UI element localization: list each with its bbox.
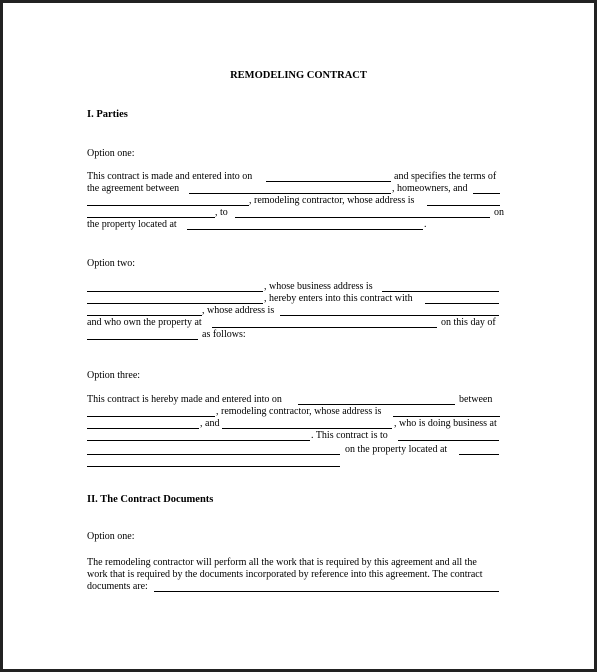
section-parties-heading: I. Parties: [87, 109, 128, 120]
scope-cont-blank-field[interactable]: [87, 454, 340, 455]
documents-list-blank-field[interactable]: [154, 591, 499, 592]
date-blank-field[interactable]: [298, 404, 455, 405]
business-address-blank-field[interactable]: [87, 440, 310, 441]
scope-blank-field[interactable]: [398, 440, 499, 441]
contractor-address-blank-field[interactable]: [427, 205, 500, 206]
option-three-label: Option three:: [87, 370, 141, 381]
option-one-label: Option one:: [87, 148, 135, 159]
text-line: . This contract is to: [311, 430, 388, 441]
text-line: and who own the property at: [87, 317, 202, 328]
text-line: on this day of: [441, 317, 496, 328]
text-line: , remodeling contractor, whose address is: [249, 195, 415, 206]
text-line: .: [424, 219, 427, 230]
text-line: , homeowners, and: [392, 183, 468, 194]
client-address-blank-field[interactable]: [280, 315, 499, 316]
homeowners-blank-field[interactable]: [189, 193, 391, 194]
text-line: work that is required by the documents incorporated by reference into this agreement. The contract: [87, 569, 483, 580]
work-description-blank-field[interactable]: [235, 217, 490, 218]
property-blank-field[interactable]: [212, 327, 437, 328]
contractor-blank-field[interactable]: [473, 193, 500, 194]
text-line: as follows:: [202, 329, 246, 340]
text-line: The remodeling contractor will perform all the work that is required by this agreement and all the: [87, 557, 477, 568]
text-line: and specifies the terms of: [394, 171, 497, 182]
section-contract-documents-heading: II. The Contract Documents: [87, 494, 214, 505]
option-one-label: Option one:: [87, 531, 135, 542]
property-address-cont-blank-field[interactable]: [87, 466, 340, 467]
contractor-address-blank-field[interactable]: [393, 416, 500, 417]
text-line: documents are:: [87, 581, 148, 592]
text-line: This contract is made and entered into on: [87, 171, 253, 182]
client-name-blank-field[interactable]: [425, 303, 499, 304]
text-line: , remodeling contractor, whose address is: [216, 406, 382, 417]
contractor-name-blank-field[interactable]: [87, 416, 215, 417]
address-continued-blank-field[interactable]: [87, 217, 215, 218]
text-line: This contract is hereby made and entered into on: [87, 394, 282, 405]
business-name-blank-field[interactable]: [222, 428, 392, 429]
date-blank-field[interactable]: [266, 181, 391, 182]
text-line: on: [494, 207, 504, 218]
document-title: REMODELING CONTRACT: [230, 70, 367, 81]
text-line: on the property located at: [345, 444, 448, 455]
text-line: , whose business address is: [264, 281, 373, 292]
text-line: , to: [215, 207, 228, 218]
business-address-blank-field[interactable]: [382, 291, 499, 292]
business-address-cont-blank-field[interactable]: [87, 303, 263, 304]
contractor-name-blank-field[interactable]: [87, 205, 249, 206]
text-line: , whose address is: [202, 305, 275, 316]
text-line: , and: [200, 418, 220, 429]
option-two-label: Option two:: [87, 258, 136, 269]
contractor-address-cont-blank-field[interactable]: [87, 428, 199, 429]
text-line: , hereby enters into this contract with: [264, 293, 413, 304]
property-address-blank-field[interactable]: [459, 454, 499, 455]
date-blank-field[interactable]: [87, 339, 198, 340]
text-line: the property located at: [87, 219, 177, 230]
text-line: the agreement between: [87, 183, 180, 194]
client-name-cont-blank-field[interactable]: [87, 315, 202, 316]
text-line: , who is doing business at: [394, 418, 497, 429]
text-line: between: [459, 394, 493, 405]
business-name-blank-field[interactable]: [87, 291, 263, 292]
property-address-blank-field[interactable]: [187, 229, 423, 230]
